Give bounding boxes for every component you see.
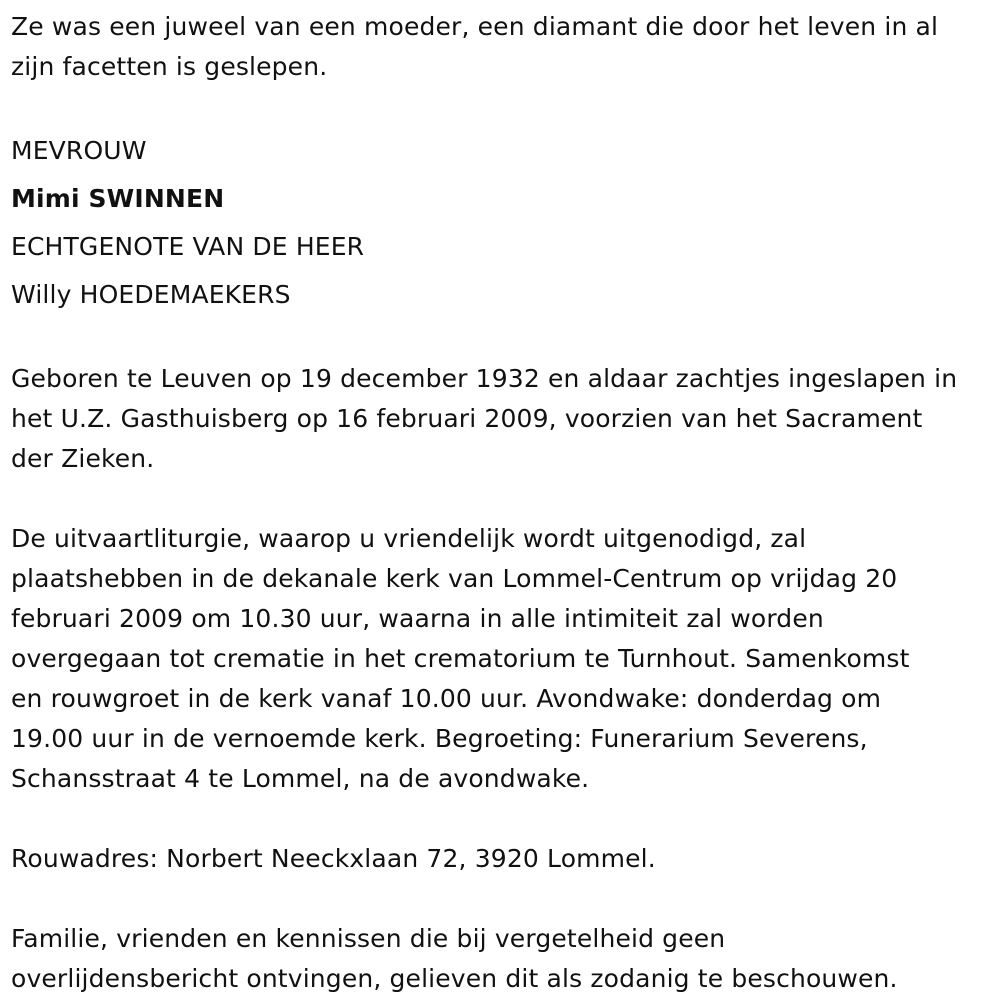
- paragraph-line: plaatshebben in de dekanale kerk van Lommel-Centrum op vrijdag 20: [11, 564, 898, 593]
- opening-quote: [11, 7, 996, 87]
- quote-line: Ze was een juweel van een moeder, een diamant die door het leven in al: [11, 12, 939, 41]
- paragraph-line: Rouwadres: Norbert Neeckxlaan 72, 3920 Lommel.: [11, 844, 656, 873]
- spacer: [11, 799, 996, 839]
- paragraph-line: en rouwgroet in de kerk vanaf 10.00 uur. Avondwake: donderdag om: [11, 684, 882, 713]
- spacer: [11, 319, 996, 359]
- spacer: [11, 879, 996, 919]
- spouse-name: Willy HOEDEMAEKERS: [11, 280, 291, 309]
- paragraph-line: 19.00 uur in de vernoemde kerk. Begroeting: Funerarium Severens,: [11, 724, 868, 753]
- quote-line: zijn facetten is geslepen.: [11, 52, 328, 81]
- deceased-name: Mimi SWINNEN: [11, 184, 225, 213]
- relation-label: ECHTGENOTE VAN DE HEER: [11, 232, 365, 261]
- honorific: MEVROUW: [11, 136, 147, 165]
- paragraph-line: Familie, vrienden en kennissen die bij vergetelheid geen: [11, 924, 726, 953]
- spacer: [11, 87, 996, 127]
- paragraph-line: overlijdensbericht ontvingen, gelieven dit als zodanig te beschouwen.: [11, 964, 898, 993]
- paragraph-line: Schansstraat 4 te Lommel, na de avondwake.: [11, 764, 590, 793]
- deceased-heading: [11, 127, 996, 319]
- spacer: [11, 479, 996, 519]
- mourning-address: [11, 839, 996, 879]
- paragraph-line: De uitvaartliturgie, waarop u vriendelijk wordt uitgenodigd, zal: [11, 524, 807, 553]
- paragraph-line: februari 2009 om 10.30 uur, waarna in alle intimiteit zal worden: [11, 604, 824, 633]
- funeral-paragraph: [11, 519, 996, 799]
- paragraph-line: der Zieken.: [11, 444, 155, 473]
- birth-death-paragraph: [11, 359, 996, 479]
- paragraph-line: het U.Z. Gasthuisberg op 16 februari 2009, voorzien van het Sacrament: [11, 404, 923, 433]
- paragraph-line: Geboren te Leuven op 19 december 1932 en aldaar zachtjes ingeslapen in: [11, 364, 958, 393]
- obituary-document: [11, 7, 996, 999]
- paragraph-line: overgegaan tot crematie in het crematorium te Turnhout. Samenkomst: [11, 644, 910, 673]
- closing-notice: [11, 919, 996, 999]
